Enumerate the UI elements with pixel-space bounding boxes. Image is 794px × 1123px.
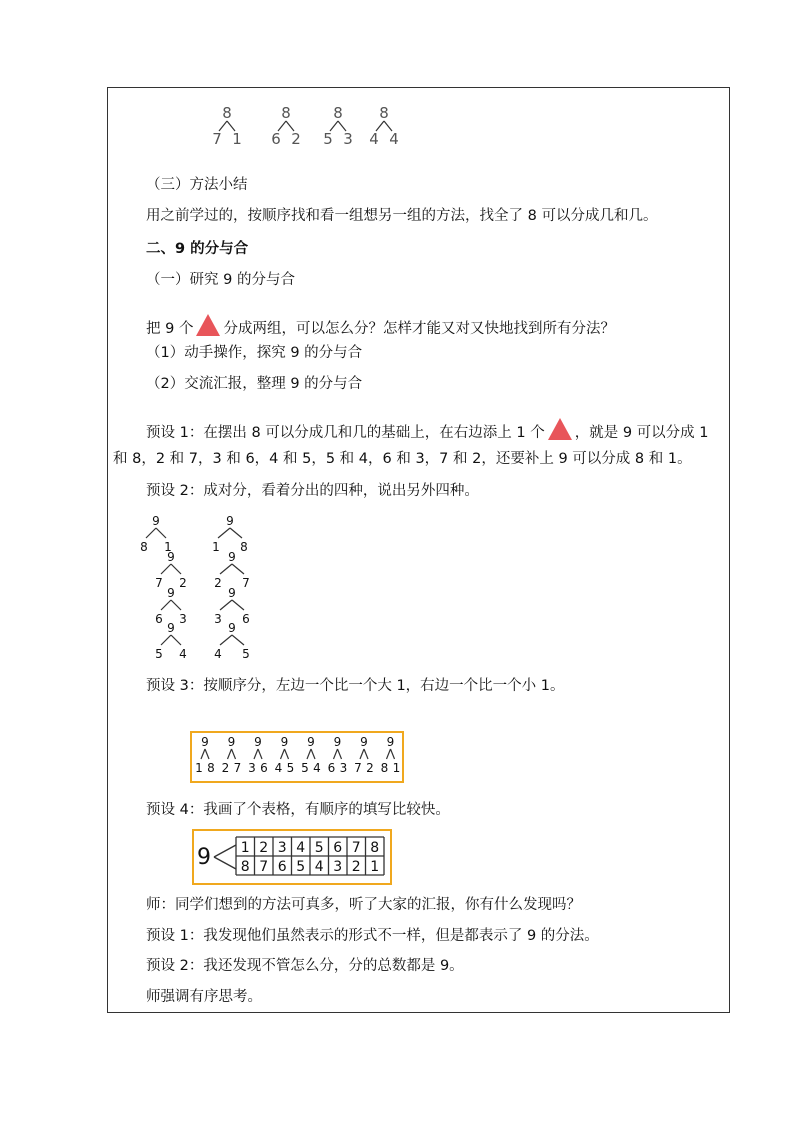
tree-branch-left bbox=[161, 600, 171, 610]
tree-branch-right bbox=[311, 749, 315, 759]
preset1-line2: 和 8，2 和 7，3 和 6，4 和 5，5 和 4，6 和 3，7 和 2，还要补上 9 可以分成 8 和 1。 bbox=[113, 451, 692, 467]
tree-left-number: 6 bbox=[327, 761, 336, 775]
tree-top-number: 9 bbox=[386, 735, 395, 749]
tree-left-number: 7 bbox=[354, 761, 362, 775]
table-cell-bottom: 5 bbox=[296, 859, 306, 875]
tree-right-number: 8 bbox=[207, 761, 215, 775]
tree-right-number: 6 bbox=[242, 612, 250, 626]
tree-left-number: 7 bbox=[155, 576, 163, 590]
tree-branch-right bbox=[230, 528, 242, 538]
question-after: 分成两组，可以怎么分？怎样才能又对又快地找到所有分法？ bbox=[223, 321, 615, 337]
tree-left-number: 5 bbox=[323, 130, 333, 148]
tree-branch-left bbox=[334, 749, 338, 759]
tree-branch-left bbox=[360, 749, 364, 759]
tree-top-number: 9 bbox=[333, 735, 342, 749]
tree-top-number: 9 bbox=[307, 735, 315, 749]
teacher-emphasis: 师强调有序思考。 bbox=[146, 989, 262, 1005]
table-cell-top: 8 bbox=[370, 840, 380, 856]
table-cell-bottom: 4 bbox=[314, 859, 324, 875]
nine-sequence-box bbox=[190, 731, 404, 783]
preset1-part-a: 预设 1：在摆出 8 可以分成几和几的基础上，在右边添上 1 个 bbox=[146, 425, 545, 441]
tree-right-number: 7 bbox=[242, 576, 250, 590]
tree-top-number: 9 bbox=[167, 621, 175, 635]
table-cell-top: 5 bbox=[314, 840, 324, 856]
tree-branch-left bbox=[201, 749, 205, 759]
tree-right-number: 1 bbox=[164, 540, 172, 554]
table-cell-top: 2 bbox=[259, 840, 269, 856]
preset1-part-b: ，就是 9 可以分成 1 bbox=[574, 425, 709, 441]
triangle-icon bbox=[195, 313, 221, 343]
tree-left-number: 6 bbox=[271, 130, 281, 148]
tree-right-number: 2 bbox=[291, 130, 301, 148]
nine-sequence-figure bbox=[192, 733, 402, 781]
table-cell-top: 1 bbox=[240, 840, 250, 856]
tree-top-number: 9 bbox=[201, 735, 209, 749]
nine-paired-figure bbox=[140, 510, 270, 660]
tree-branch-right bbox=[171, 600, 181, 610]
tree-right-number: 8 bbox=[240, 540, 248, 554]
table-cell-bottom: 8 bbox=[240, 859, 250, 875]
tree-top-number: 8 bbox=[222, 104, 232, 122]
tree-branch-right bbox=[364, 749, 368, 759]
tree-right-number: 1 bbox=[232, 130, 242, 148]
tree-left-number: 4 bbox=[274, 761, 283, 775]
tree-right-number: 2 bbox=[366, 761, 374, 775]
nine-table-figure bbox=[194, 831, 390, 883]
tree-right-number: 3 bbox=[339, 761, 348, 775]
question-before: 把 9 个 bbox=[146, 321, 194, 337]
tree-right-number: 1 bbox=[392, 761, 401, 775]
tree-branch-right bbox=[285, 749, 289, 759]
tree-left-number: 3 bbox=[214, 612, 222, 626]
tree-branch-left bbox=[220, 600, 232, 610]
preset4: 预设 4：我画了个表格，有顺序的填写比较快。 bbox=[146, 802, 450, 818]
tree-branch-left bbox=[161, 635, 171, 645]
tree-branch-left bbox=[254, 749, 258, 759]
table-cell-bottom: 7 bbox=[259, 859, 269, 875]
tree-branch-left bbox=[161, 564, 171, 574]
tree-branch-right bbox=[232, 564, 244, 574]
tree-top-number: 9 bbox=[228, 586, 236, 600]
tree-left-number: 6 bbox=[155, 612, 163, 626]
table-cell-bottom: 6 bbox=[277, 859, 287, 875]
table-cell-bottom: 1 bbox=[370, 859, 380, 875]
tree-branch-left bbox=[146, 528, 156, 538]
table-cell-top: 3 bbox=[277, 840, 287, 856]
tree-branch-left bbox=[281, 749, 285, 759]
section2-title: 二、9 的分与合 bbox=[146, 241, 249, 257]
method-summary-title: （三）方法小结 bbox=[146, 177, 248, 193]
tree-right-number: 3 bbox=[179, 612, 187, 626]
preset2: 预设 2：成对分，看着分出的四种，说出另外四种。 bbox=[146, 483, 479, 499]
tree-top-number: 9 bbox=[280, 735, 289, 749]
tree-branch-right bbox=[338, 749, 342, 759]
preset3: 预设 3：按顺序分，左边一个比一个大 1，右边一个比一个小 1。 bbox=[146, 678, 565, 694]
tree-left-number: 8 bbox=[380, 761, 389, 775]
tree-top-number: 8 bbox=[333, 104, 343, 122]
step2: （2）交流汇报，整理 9 的分与合 bbox=[146, 376, 363, 392]
teacher-question: 师：同学们想到的方法可真多，听了大家的汇报，你有什么发现吗？ bbox=[146, 897, 581, 913]
tree-top-number: 8 bbox=[379, 104, 389, 122]
tree-left-number: 2 bbox=[214, 576, 222, 590]
tree-branch-left bbox=[307, 749, 311, 759]
tree-branch-right bbox=[171, 564, 181, 574]
tree-top-number: 8 bbox=[281, 104, 291, 122]
table-label-number: 9 bbox=[197, 845, 211, 870]
preset1-line1 bbox=[146, 417, 709, 447]
table-cell-top: 6 bbox=[333, 840, 343, 856]
tree-left-number: 1 bbox=[212, 540, 220, 554]
tree-branch-right bbox=[171, 635, 181, 645]
table-cell-bottom: 2 bbox=[351, 859, 361, 875]
tree-branch-left bbox=[218, 528, 230, 538]
tree-top-number: 9 bbox=[360, 735, 368, 749]
finding2: 预设 2：我还发现不管怎么分，分的总数都是 9。 bbox=[146, 958, 464, 974]
tree-top-number: 9 bbox=[228, 550, 236, 564]
tree-top-number: 9 bbox=[167, 586, 175, 600]
tree-right-number: 6 bbox=[260, 761, 268, 775]
tree-branch-right bbox=[205, 749, 209, 759]
tree-branch-right bbox=[232, 635, 244, 645]
eight-decomposition-figure bbox=[200, 100, 420, 152]
tree-right-number: 4 bbox=[313, 761, 321, 775]
triangle-icon bbox=[547, 417, 573, 447]
tree-left-number: 4 bbox=[369, 130, 379, 148]
tree-left-number: 5 bbox=[301, 761, 309, 775]
table-cell-bottom: 3 bbox=[333, 859, 343, 875]
tree-right-number: 7 bbox=[233, 761, 242, 775]
tree-left-number: 2 bbox=[221, 761, 230, 775]
tree-branch-right bbox=[232, 749, 236, 759]
question-line bbox=[146, 313, 615, 343]
tree-branch-right bbox=[391, 749, 395, 759]
finding1: 预设 1：我发现他们虽然表示的形式不一样，但是都表示了 9 的分法。 bbox=[146, 928, 599, 944]
tree-right-number: 2 bbox=[179, 576, 187, 590]
step1: （1）动手操作，探究 9 的分与合 bbox=[146, 345, 363, 361]
tree-top-number: 9 bbox=[227, 735, 236, 749]
method-summary-body: 用之前学过的，按顺序找和看一组想另一组的方法，找全了 8 可以分成几和几。 bbox=[146, 208, 658, 224]
sub1-title: （一）研究 9 的分与合 bbox=[146, 272, 295, 288]
tree-branch-right bbox=[258, 749, 262, 759]
tree-branch-right bbox=[232, 600, 244, 610]
tree-branch-left bbox=[387, 749, 391, 759]
tree-branch-left bbox=[228, 749, 232, 759]
tree-left-number: 7 bbox=[212, 130, 222, 148]
tree-top-number: 9 bbox=[152, 514, 160, 528]
tree-left-number: 3 bbox=[248, 761, 256, 775]
tree-top-number: 9 bbox=[228, 621, 236, 635]
tree-right-number: 4 bbox=[389, 130, 399, 148]
nine-table-box bbox=[192, 829, 392, 885]
tree-branch-right bbox=[156, 528, 166, 538]
tree-top-number: 9 bbox=[167, 550, 175, 564]
tree-left-number: 1 bbox=[195, 761, 203, 775]
tree-branch-left bbox=[220, 635, 232, 645]
tree-right-number: 3 bbox=[343, 130, 353, 148]
tree-left-number: 8 bbox=[140, 540, 148, 554]
tree-right-number: 5 bbox=[286, 761, 295, 775]
table-bracket-lower bbox=[214, 857, 236, 869]
table-cell-top: 7 bbox=[351, 840, 361, 856]
tree-left-number: 5 bbox=[155, 647, 163, 660]
tree-right-number: 5 bbox=[242, 647, 250, 660]
table-cell-top: 4 bbox=[296, 840, 306, 856]
tree-branch-left bbox=[220, 564, 232, 574]
tree-top-number: 9 bbox=[254, 735, 262, 749]
tree-right-number: 4 bbox=[179, 647, 187, 660]
tree-top-number: 9 bbox=[226, 514, 234, 528]
table-bracket-upper bbox=[214, 845, 236, 857]
tree-left-number: 4 bbox=[214, 647, 222, 660]
